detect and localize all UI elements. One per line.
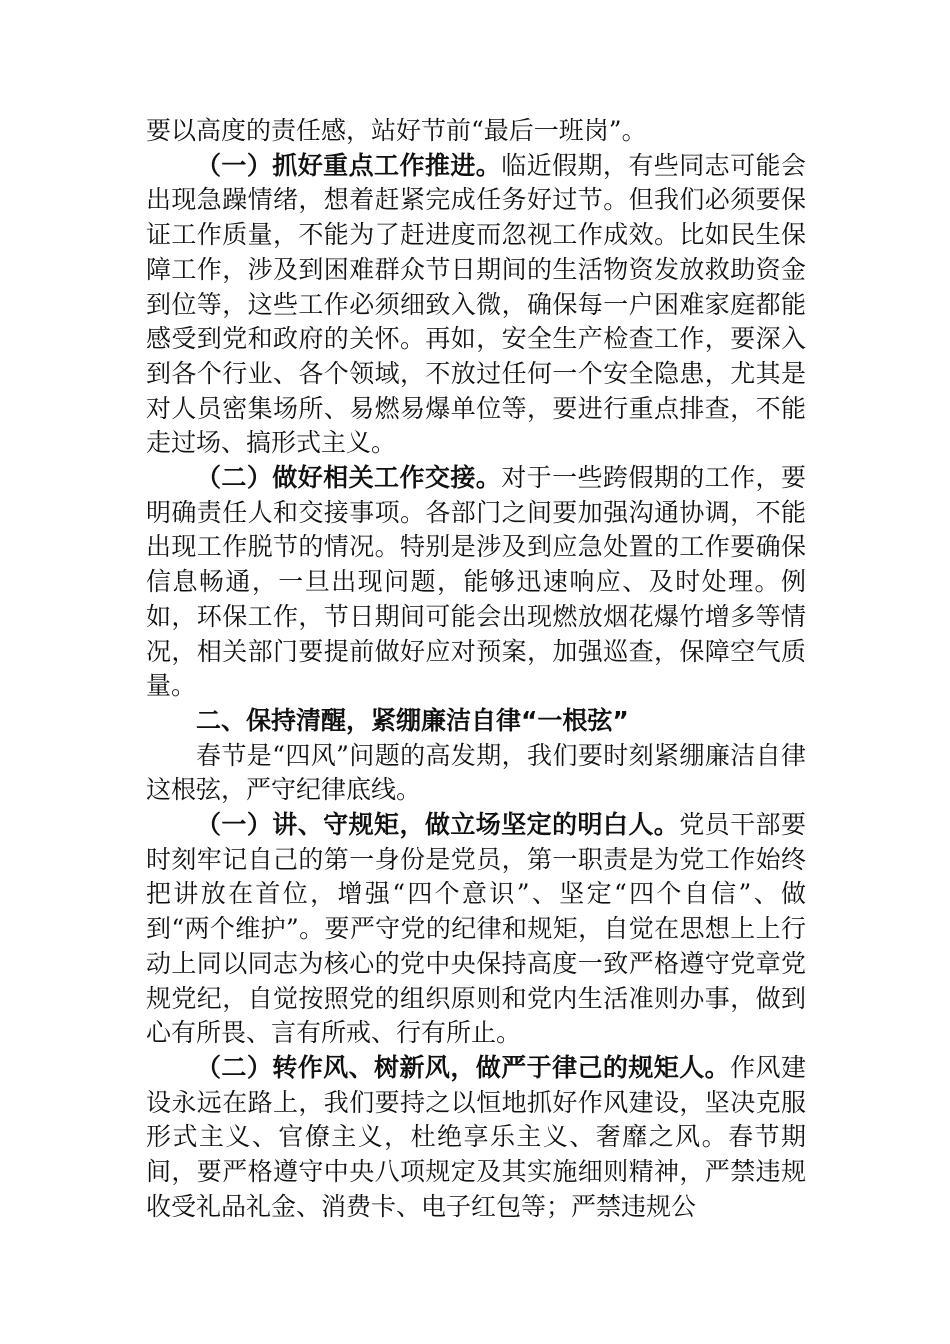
document-page bbox=[146, 114, 806, 1225]
paragraph-key-work bbox=[146, 149, 806, 461]
paragraph-lead: （二）转作风、树新风，做严于律己的规矩人。 bbox=[196, 1052, 731, 1082]
paragraph-lead: （一）讲、守规矩，做立场坚定的明白人。 bbox=[196, 810, 680, 840]
paragraph-handover bbox=[146, 461, 806, 704]
paragraph-continuation bbox=[146, 114, 806, 149]
paragraph-text: 对于一些跨假期的工作，要明确责任人和交接事项。各部门之间要加强沟通协调，不能出现工作脱节的情况。特别是涉及到应急处置的工作要确保信息畅通，一旦出现问题，能够迅速响应、及时处理。例如，环保工作，节日期间可能会出现燃放烟花爆竹增多等情况，相关部门要提前做好应对预案，加强巡查，保障空气质量。 bbox=[146, 463, 806, 701]
paragraph-text: 党员干部要时刻牢记自己的第一身份是党员，第一职责是为党工作始终把讲放在首位，增强“四个意识”、坚定“四个自信”、做到“两个维护”。要严守党的纪律和规矩，自觉在思想上上行动上同以同志为核心的党中央保持高度一致严格遵守党章党规党纪，自觉按照党的组织原则和党内生活准则办事，做到心有所畏、言有所戒、行有所止。 bbox=[146, 810, 806, 1048]
paragraph-rules bbox=[146, 808, 806, 1051]
paragraph-text: 要以高度的责任感，站好节前“最后一班岗”。 bbox=[146, 116, 647, 145]
paragraph-lead: （一）抓好重点工作推进。 bbox=[196, 150, 502, 180]
section-heading: 二、保持清醒，紧绷廉洁自律“一根弦” bbox=[196, 705, 629, 735]
paragraph-text: 春节是“四风”问题的高发期，我们要时刻紧绷廉洁自律这根弦，严守纪律底线。 bbox=[146, 740, 806, 805]
paragraph-section-intro bbox=[146, 739, 806, 808]
paragraph-lead: （二）做好相关工作交接。 bbox=[196, 463, 502, 493]
paragraph-text: 作风建设永远在路上，我们要持之以恒地抓好作风建设，坚决克服形式主义、官僚主义，杜绝享乐主义、奢靡之风。春节期间，要严格遵守中央八项规定及其实施细则精神，严禁违规收受礼品礼金、消费卡、电子红包等；严禁违规公 bbox=[146, 1052, 806, 1221]
paragraph-text: 临近假期，有些同志可能会出现急躁情绪，想着赶紧完成任务好过节。但我们必须要保证工作质量，不能为了赶进度而忽视工作成效。比如民生保障工作，涉及到困难群众节日期间的生活物资发放救助资金到位等，这些工作必须细致入微，确保每一户困难家庭都能感受到党和政府的关怀。再如，安全生产检查工作，要深入到各个行业、各个领域，不放过任何一个安全隐患，尤其是对人员密集场所、易燃易爆单位等，要进行重点排查，不能走过场、搞形式主义。 bbox=[146, 150, 806, 458]
paragraph-work-style bbox=[146, 1051, 806, 1225]
